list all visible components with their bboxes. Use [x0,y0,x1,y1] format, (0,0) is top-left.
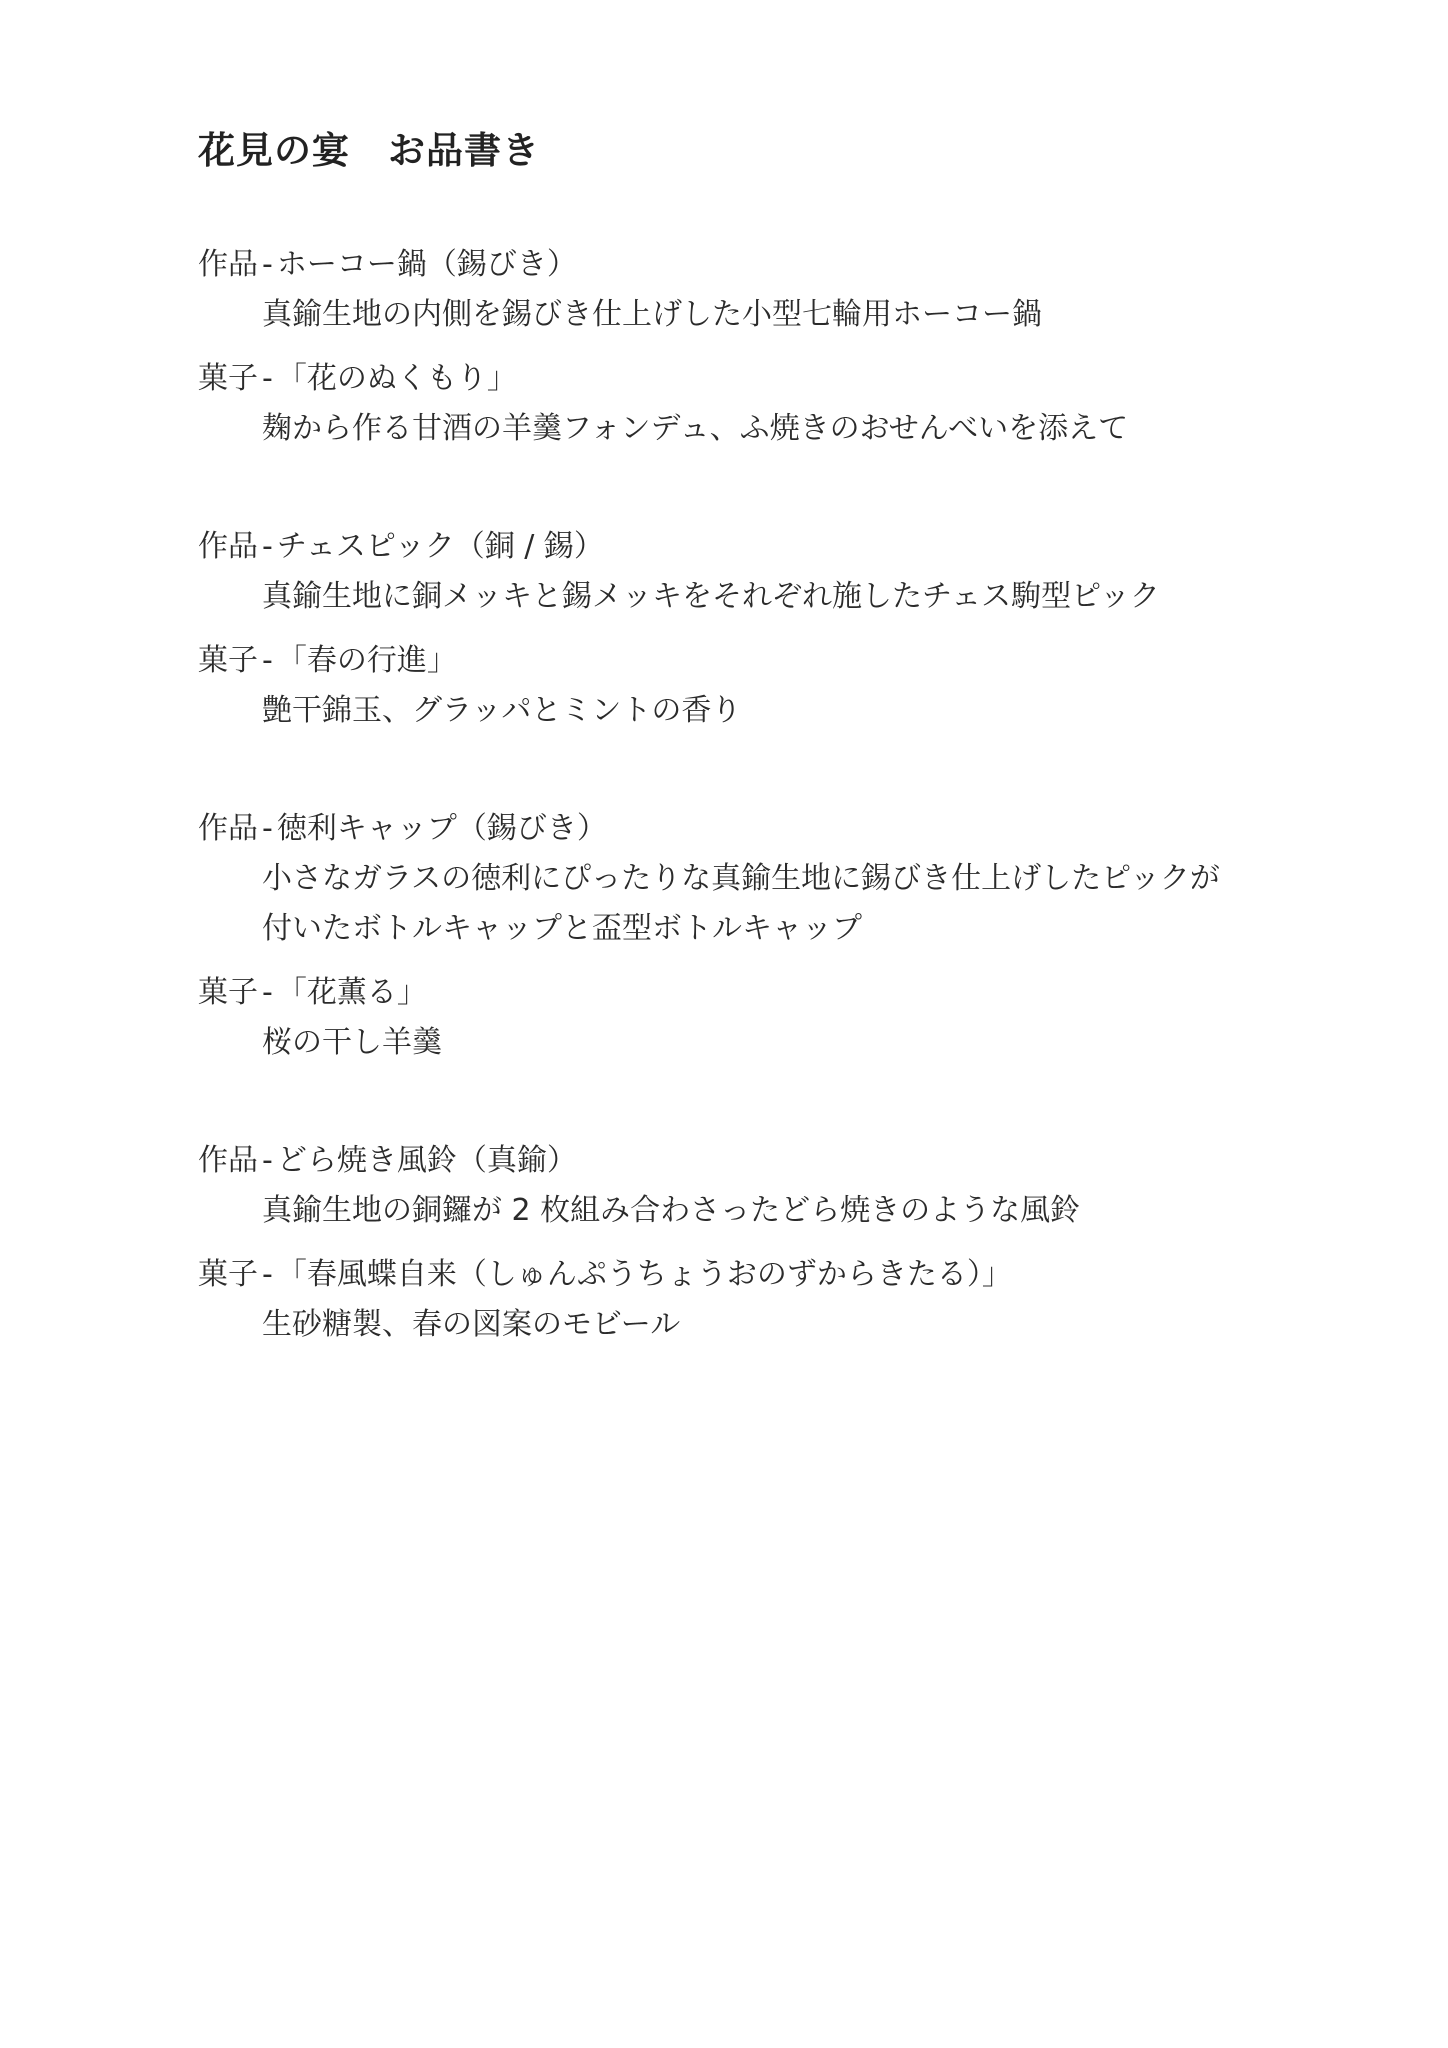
sweet-entry [198,636,1378,736]
entry-name: 「春風蝶自来（しゅんぷうちょうおのずからきたる）」 [276,1257,1012,1292]
sweet-entry [198,968,1378,1068]
work-heading [198,522,1378,572]
entry-label: 作品 [198,247,258,282]
sweet-heading [198,636,1378,686]
entry-name: 徳利キャップ（錫びき） [276,811,607,846]
entry-separator: - [262,361,273,396]
work-heading [198,1136,1378,1186]
entry-description: 桜の干し羊羹 [262,1025,442,1060]
sweet-heading [198,354,1378,404]
entry-description: 真鍮生地に銅メッキと錫メッキをそれぞれ施したチェス駒型ピック [262,579,1160,614]
entry-separator: - [262,811,273,846]
entry-label: 作品 [198,811,258,846]
entry-name: 「春の行進」 [276,643,457,678]
entry-name: どら焼き風鈴（真鍮） [276,1143,577,1178]
work-entry [198,522,1378,622]
entry-separator: - [262,1143,273,1178]
menu-pair [198,1136,1378,1350]
entry-description: 艶干錦玉、グラッパとミントの香り [262,693,742,728]
sweet-heading [198,1250,1378,1300]
entry-description: 生砂糖製、春の図案のモビール [262,1307,681,1342]
work-entry [198,240,1378,340]
entry-label: 菓子 [198,643,258,678]
entry-label: 作品 [198,1143,258,1178]
entry-description: 小さなガラスの徳利にぴったりな真鍮生地に錫びき仕上げしたピックが [262,861,1220,896]
sweet-heading [198,968,1378,1018]
entry-name: ホーコー鍋（錫びき） [276,247,577,282]
menu-pair [198,804,1378,1068]
entry-description: 真鍮生地の内側を錫びき仕上げした小型七輪用ホーコー鍋 [262,297,1042,332]
entry-name: チェスピック（銅 / 錫） [276,529,604,564]
work-entry [198,804,1378,954]
entry-label: 菓子 [198,361,258,396]
sweet-entry [198,1250,1378,1350]
menu-entries [198,240,1378,1418]
work-heading [198,804,1378,854]
entry-separator: - [262,643,273,678]
entry-description: 麹から作る甘酒の羊羹フォンデュ、ふ焼きのおせんべいを添えて [262,411,1129,446]
entry-label: 菓子 [198,975,258,1010]
entry-separator: - [262,975,273,1010]
entry-description: 付いたボトルキャップと盃型ボトルキャップ [262,911,862,946]
entry-name: 「花のぬくもり」 [276,361,517,396]
entry-separator: - [262,247,273,282]
entry-label: 作品 [198,529,258,564]
entry-separator: - [262,529,273,564]
work-entry [198,1136,1378,1236]
entry-separator: - [262,1257,273,1292]
work-heading [198,240,1378,290]
entry-label: 菓子 [198,1257,258,1292]
entry-name: 「花薫る」 [276,975,427,1010]
menu-pair [198,522,1378,736]
page-title: 花見の宴 お品書き [198,128,540,172]
sweet-entry [198,354,1378,454]
entry-description: 真鍮生地の銅鑼が 2 枚組み合わさったどら焼きのような風鈴 [262,1193,1081,1228]
menu-pair [198,240,1378,454]
